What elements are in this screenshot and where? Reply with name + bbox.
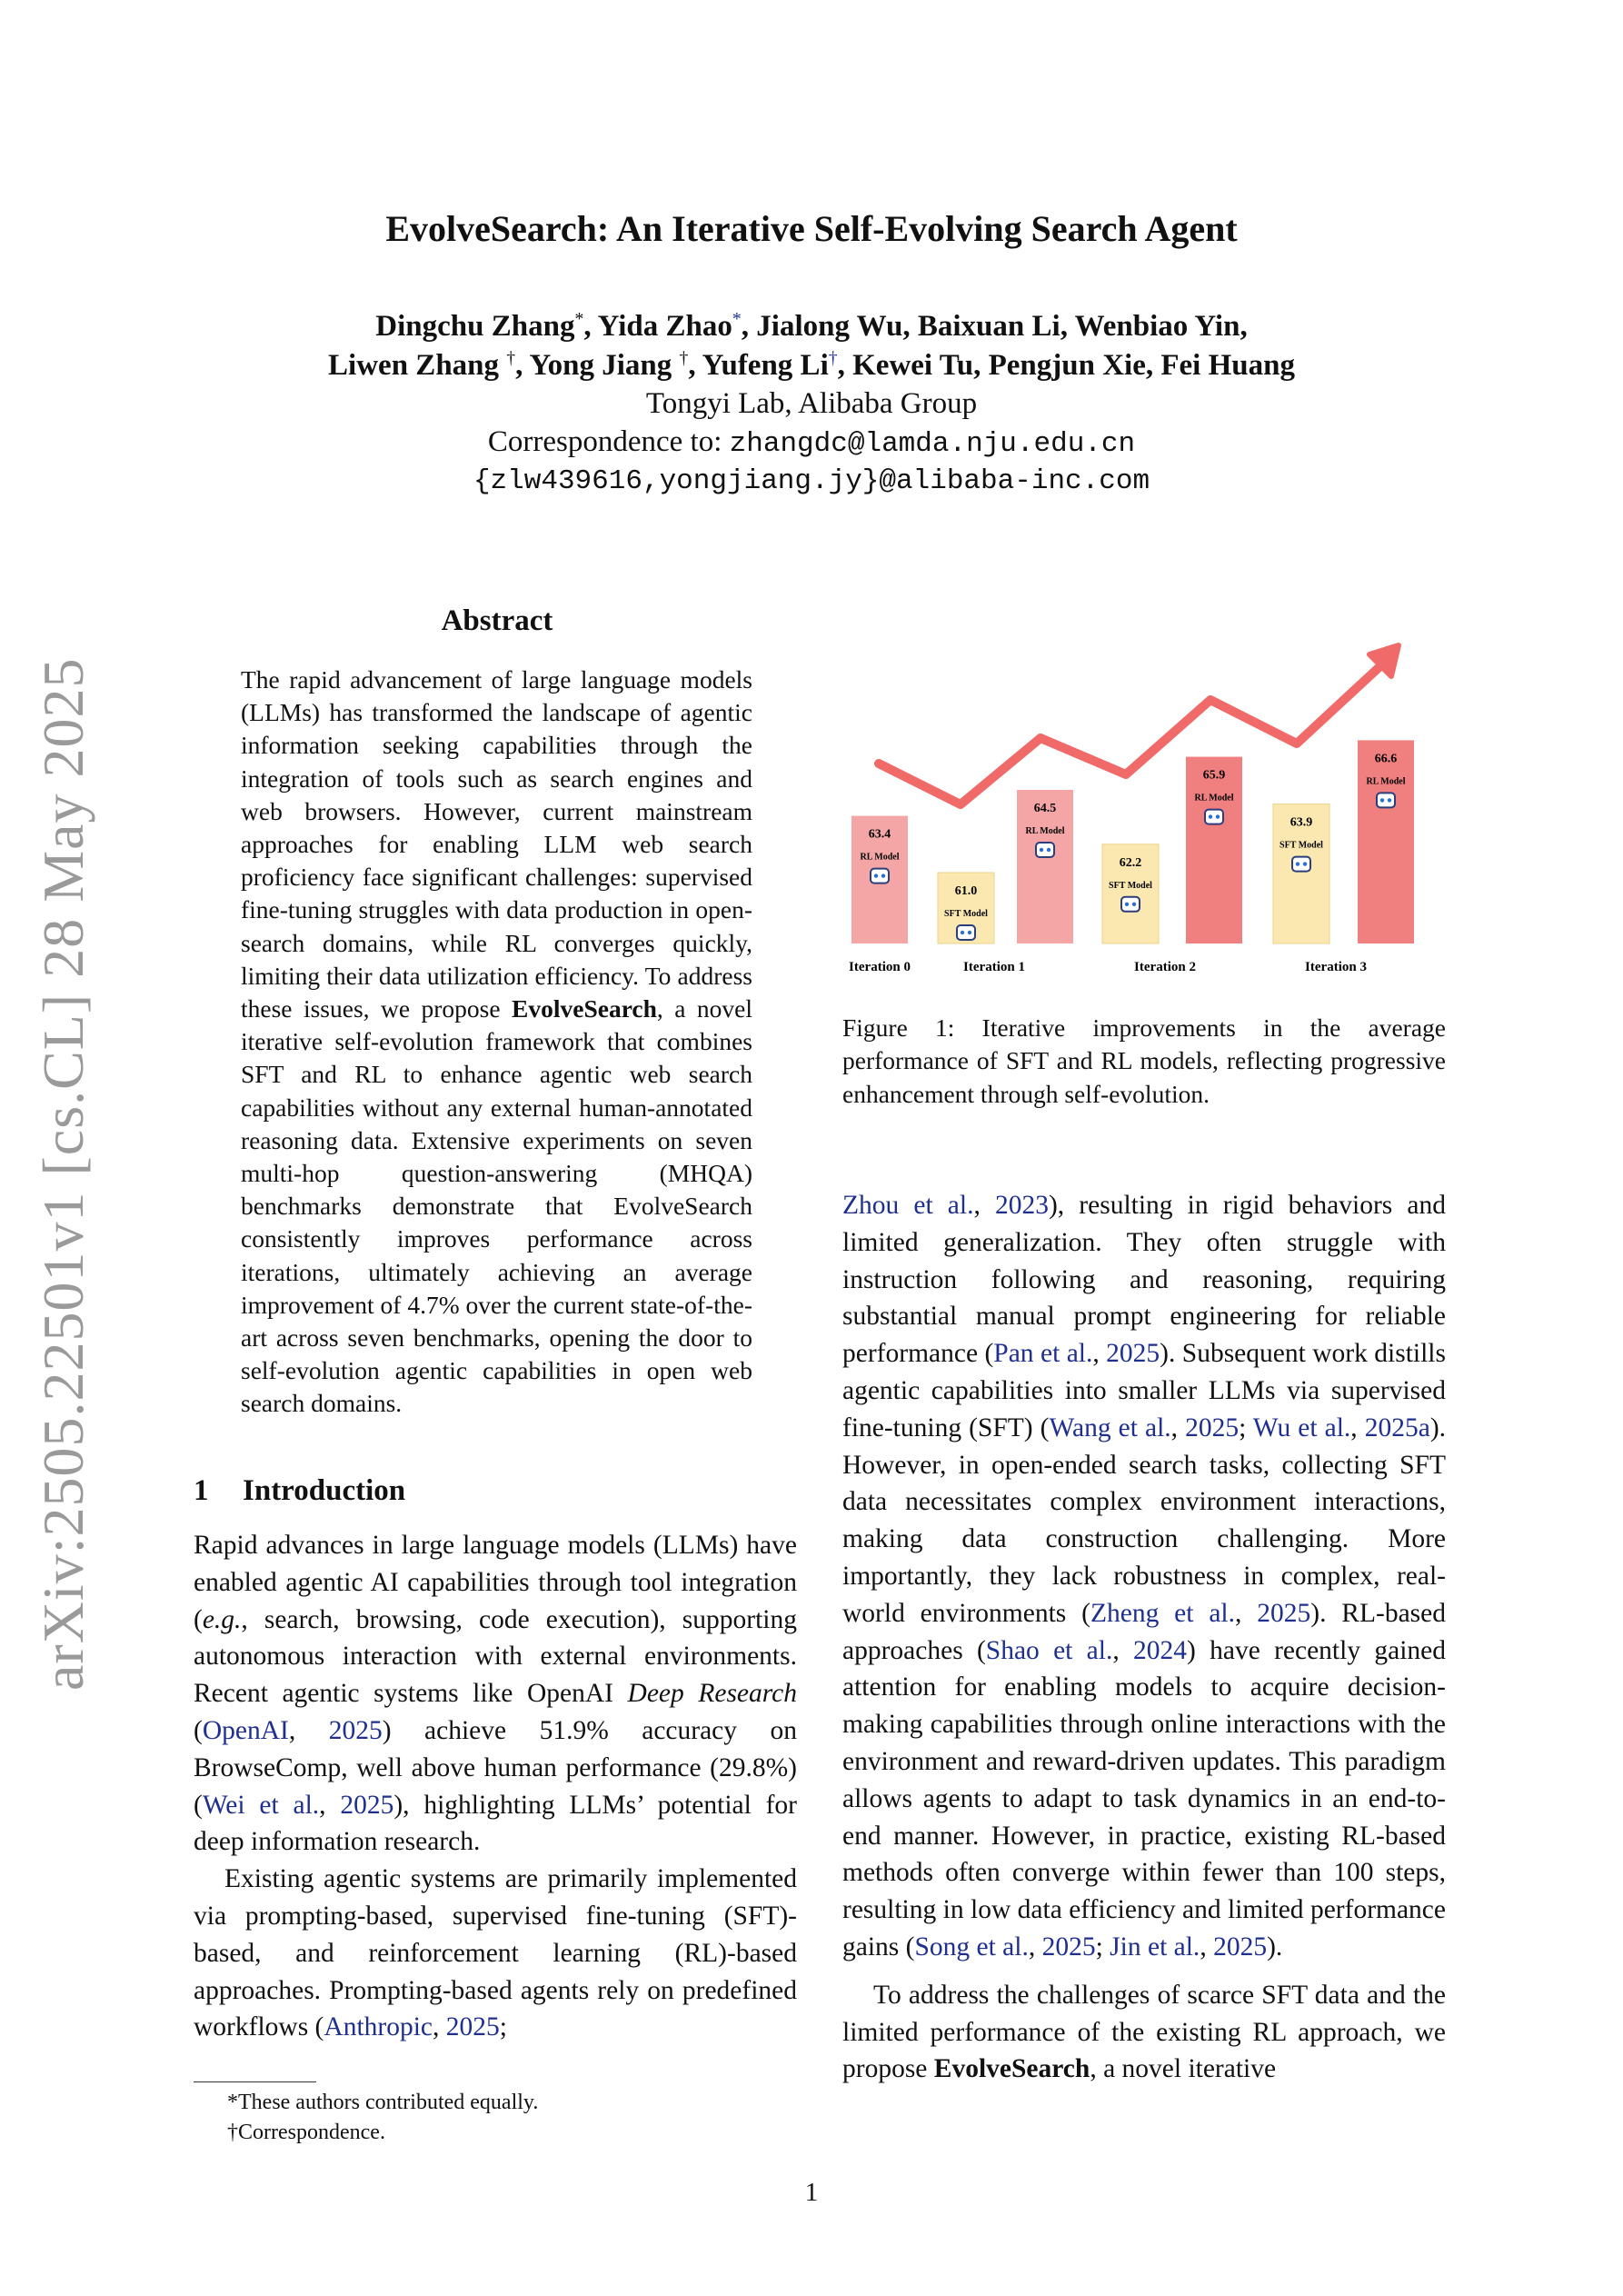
intro-paragraph-2: Existing agentic systems are primarily implemented via prompting-based, supervised fine-tuning (SFT)-based, and reinforcement learning (RL)-based approaches. Prompting-based agents rely on predefined workflows (Anthropic, 2025; — [194, 1864, 797, 2042]
robot-eye-icon — [1388, 798, 1391, 802]
citation-link[interactable]: Anthropic — [324, 2012, 433, 2042]
citation-link[interactable]: 2024 — [1133, 1635, 1187, 1665]
correspondence-label: Correspondence to: — [487, 425, 722, 458]
citation-link[interactable]: 2025 — [1106, 1339, 1160, 1369]
intro-paragraph-1: Rapid advances in large language models (LLMs) have enabled agentic AI capabilities through tool integration (e.g., search, browsing, code execution), supporting autonomous interaction with external environments. Recent agentic systems like OpenAI Deep Research (OpenAI, 2025) achieve 51.9% accuracy on BrowseComp, well above human performance (29.8%) (Wei et al., 2025), highlighting LLMs’ potential for deep information research. — [194, 1531, 798, 1857]
robot-icon — [1121, 897, 1140, 912]
authors-line-1: Dingchu Zhang*, Yida Zhao*, Jialong Wu, Baixuan Li, Wenbiao Yin, — [375, 309, 1248, 343]
paper-title: EvolveSearch: An Iterative Self-Evolving Search Agent — [385, 208, 1238, 249]
figure-caption: Figure 1: Iterative improvements in the average performance of SFT and RL models, reflecting progressive enhancement through self-evolution. — [842, 1013, 1446, 1108]
abstract-bold-name: EvolveSearch — [512, 994, 657, 1023]
affiliation: Tongyi Lab, Alibaba Group — [645, 387, 978, 420]
citation-link[interactable]: Wang et al. — [1049, 1413, 1171, 1442]
footnote-correspondence: †Correspondence. — [227, 2121, 385, 2144]
robot-eye-icon — [1040, 848, 1043, 852]
bar-model-label: RL Model — [860, 852, 900, 863]
citation-link[interactable]: Wu et al. — [1252, 1413, 1351, 1442]
citation-link[interactable]: OpenAI — [202, 1715, 289, 1745]
email-line[interactable]: {zlw439616,yongjiang.jy}@alibaba-inc.com — [473, 465, 1150, 497]
bar-model-label: RL Model — [1194, 793, 1234, 804]
robot-eye-icon — [1380, 798, 1384, 802]
trend-arrow — [879, 645, 1399, 804]
robot-eye-icon — [1125, 903, 1129, 906]
citation-link[interactable]: Shao et al. — [985, 1635, 1113, 1665]
robot-icon — [1292, 857, 1310, 872]
robot-eye-icon — [1303, 862, 1307, 865]
footnote-divider — [194, 2081, 316, 2082]
arxiv-side-stamp: arXiv:2505.22501v1 [cs.CL] 28 May 2025 — [31, 657, 95, 1691]
robot-eye-icon — [1132, 903, 1136, 906]
x-tick-label: Iteration 2 — [1134, 960, 1196, 974]
section-heading-introduction — [194, 1474, 405, 1508]
bar-value-label: 63.9 — [1289, 815, 1313, 830]
intro-right-column — [842, 1187, 1446, 2088]
section-number: 1 — [194, 1474, 209, 1507]
bar-model-label: RL Model — [1366, 776, 1406, 787]
citation-link[interactable]: Pan et al. — [993, 1339, 1093, 1369]
intro-left-column — [194, 1527, 797, 2046]
robot-icon — [1205, 810, 1223, 824]
footnote-equal-contribution: *These authors contributed equally. — [227, 2091, 539, 2114]
robot-icon — [871, 869, 889, 883]
robot-icon — [1377, 793, 1395, 807]
authors-line-2: Liwen Zhang †, Yong Jiang †, Yufeng Li†, Kewei Tu, Pengjun Xie, Fei Huang — [328, 348, 1295, 382]
robot-eye-icon — [1296, 862, 1299, 865]
correspondence-line — [0, 425, 1623, 460]
right-paragraph-1: Zhou et al., 2023), resulting in rigid behaviors and limited generalization. They often struggle with instruction following and reasoning, requiring substantial manual prompt engineering for reliable performance (Pan et al., 2025). Subsequent work distills agentic capabilities into smaller LLMs via supervised fine-tuning (SFT) (Wang et al., 2025; Wu et al., 2025a). However, in open-ended search tasks, collecting SFT data necessitates complex environment interactions, making data construction challenging. More importantly, they lack robustness in complex, real-world environments (Zheng et al., 2025). RL-based approaches (Shao et al., 2024) have recently gained attention for enabling models to acquire decision-making capabilities through online interactions with the environment and reward-driven updates. This paradigm allows agents to adapt to task dynamics in an end-to-end manner. However, in practice, existing RL-based methods often converge within fewer than 100 steps, resulting in low data efficiency and limited performance gains (Song et al., 2025; Jin et al., 2025). — [842, 1191, 1447, 1962]
bar-value-label: 63.4 — [868, 827, 891, 842]
bar-model-label: SFT Model — [944, 909, 988, 919]
bar-model-label: RL Model — [1025, 826, 1065, 836]
x-tick-label: Iteration 3 — [1305, 960, 1367, 974]
x-tick-label: Iteration 1 — [963, 960, 1025, 974]
robot-eye-icon — [1047, 848, 1050, 852]
bar-value-label: 65.9 — [1202, 768, 1226, 783]
correspondence-email[interactable]: zhangdc@lamda.nju.edu.cn — [729, 428, 1136, 460]
robot-eye-icon — [1216, 814, 1220, 818]
robot-eye-icon — [968, 931, 971, 934]
robot-eye-icon — [1209, 814, 1212, 818]
abstract-text: The rapid advancement of large language models (LLMs) has transformed the landscape of agentic information seeking capabilities through the integration of tools such as search engines and web browsers. However, current mainstream approaches for enabling LLM web search proficiency face significant challenges: supervised fine-tuning struggles with data production in open-search domains, while RL converges quickly, limiting their data utilization efficiency. To address these issues, we propose EvolveSearch, a novel iterative self-evolution framework that combines SFT and RL to enhance agentic web search capabilities without any external human-annotated reasoning data. Extensive experiments on seven multi-hop question-answering (MHQA) benchmarks demonstrate that EvolveSearch consistently improves performance across iterations, ultimately achieving an average improvement of 4.7% over the current state-of-the-art across seven benchmarks, opening the door to self-evolution agentic capabilities in open web search domains. — [241, 665, 752, 1418]
citation-link[interactable]: 2025 — [1041, 1932, 1096, 1962]
bar-rl-4 — [1186, 757, 1242, 943]
trend-arrow-line — [879, 664, 1383, 804]
robot-eye-icon — [961, 931, 964, 934]
robot-icon — [1036, 843, 1054, 857]
bar-value-label: 66.6 — [1374, 752, 1398, 766]
abstract-heading: Abstract — [441, 604, 553, 637]
citation-link[interactable]: Wei et al. — [202, 1790, 320, 1820]
bar-model-label: SFT Model — [1109, 880, 1152, 891]
citation-link[interactable]: Jin et al. — [1110, 1932, 1200, 1962]
bar-value-label: 62.2 — [1119, 855, 1142, 870]
citation-link[interactable]: 2023 — [994, 1191, 1049, 1220]
bar-value-label: 61.0 — [954, 884, 978, 898]
citation-link[interactable]: 2025 — [340, 1790, 394, 1820]
right-paragraph-2: To address the challenges of scarce SFT data and the limited performance of the existing RL approach, we propose EvolveSearch, a novel iterative — [842, 1980, 1446, 2084]
citation-link[interactable]: 2025 — [1213, 1932, 1268, 1962]
bar-model-label: SFT Model — [1279, 840, 1323, 851]
citation-link[interactable]: 2025 — [1185, 1413, 1240, 1442]
bar-rl-6 — [1358, 740, 1414, 943]
citation-link[interactable]: Zheng et al. — [1090, 1598, 1235, 1628]
citation-link[interactable]: 2025 — [445, 2012, 500, 2042]
citation-link[interactable]: Song et al. — [914, 1932, 1029, 1962]
bar-value-label: 64.5 — [1033, 802, 1057, 815]
robot-icon — [957, 925, 975, 940]
x-tick-label: Iteration 0 — [849, 960, 911, 974]
section-title: Introduction — [243, 1474, 406, 1507]
citation-link[interactable]: 2025 — [328, 1715, 383, 1745]
citation-link[interactable]: Zhou et al. — [842, 1191, 974, 1220]
figure-1-chart — [842, 636, 1446, 982]
citation-link[interactable]: 2025 — [1257, 1598, 1311, 1628]
robot-eye-icon — [881, 873, 885, 877]
citation-link[interactable]: 2025a — [1364, 1413, 1430, 1442]
page-number: 1 — [804, 2178, 819, 2207]
robot-eye-icon — [874, 873, 878, 877]
